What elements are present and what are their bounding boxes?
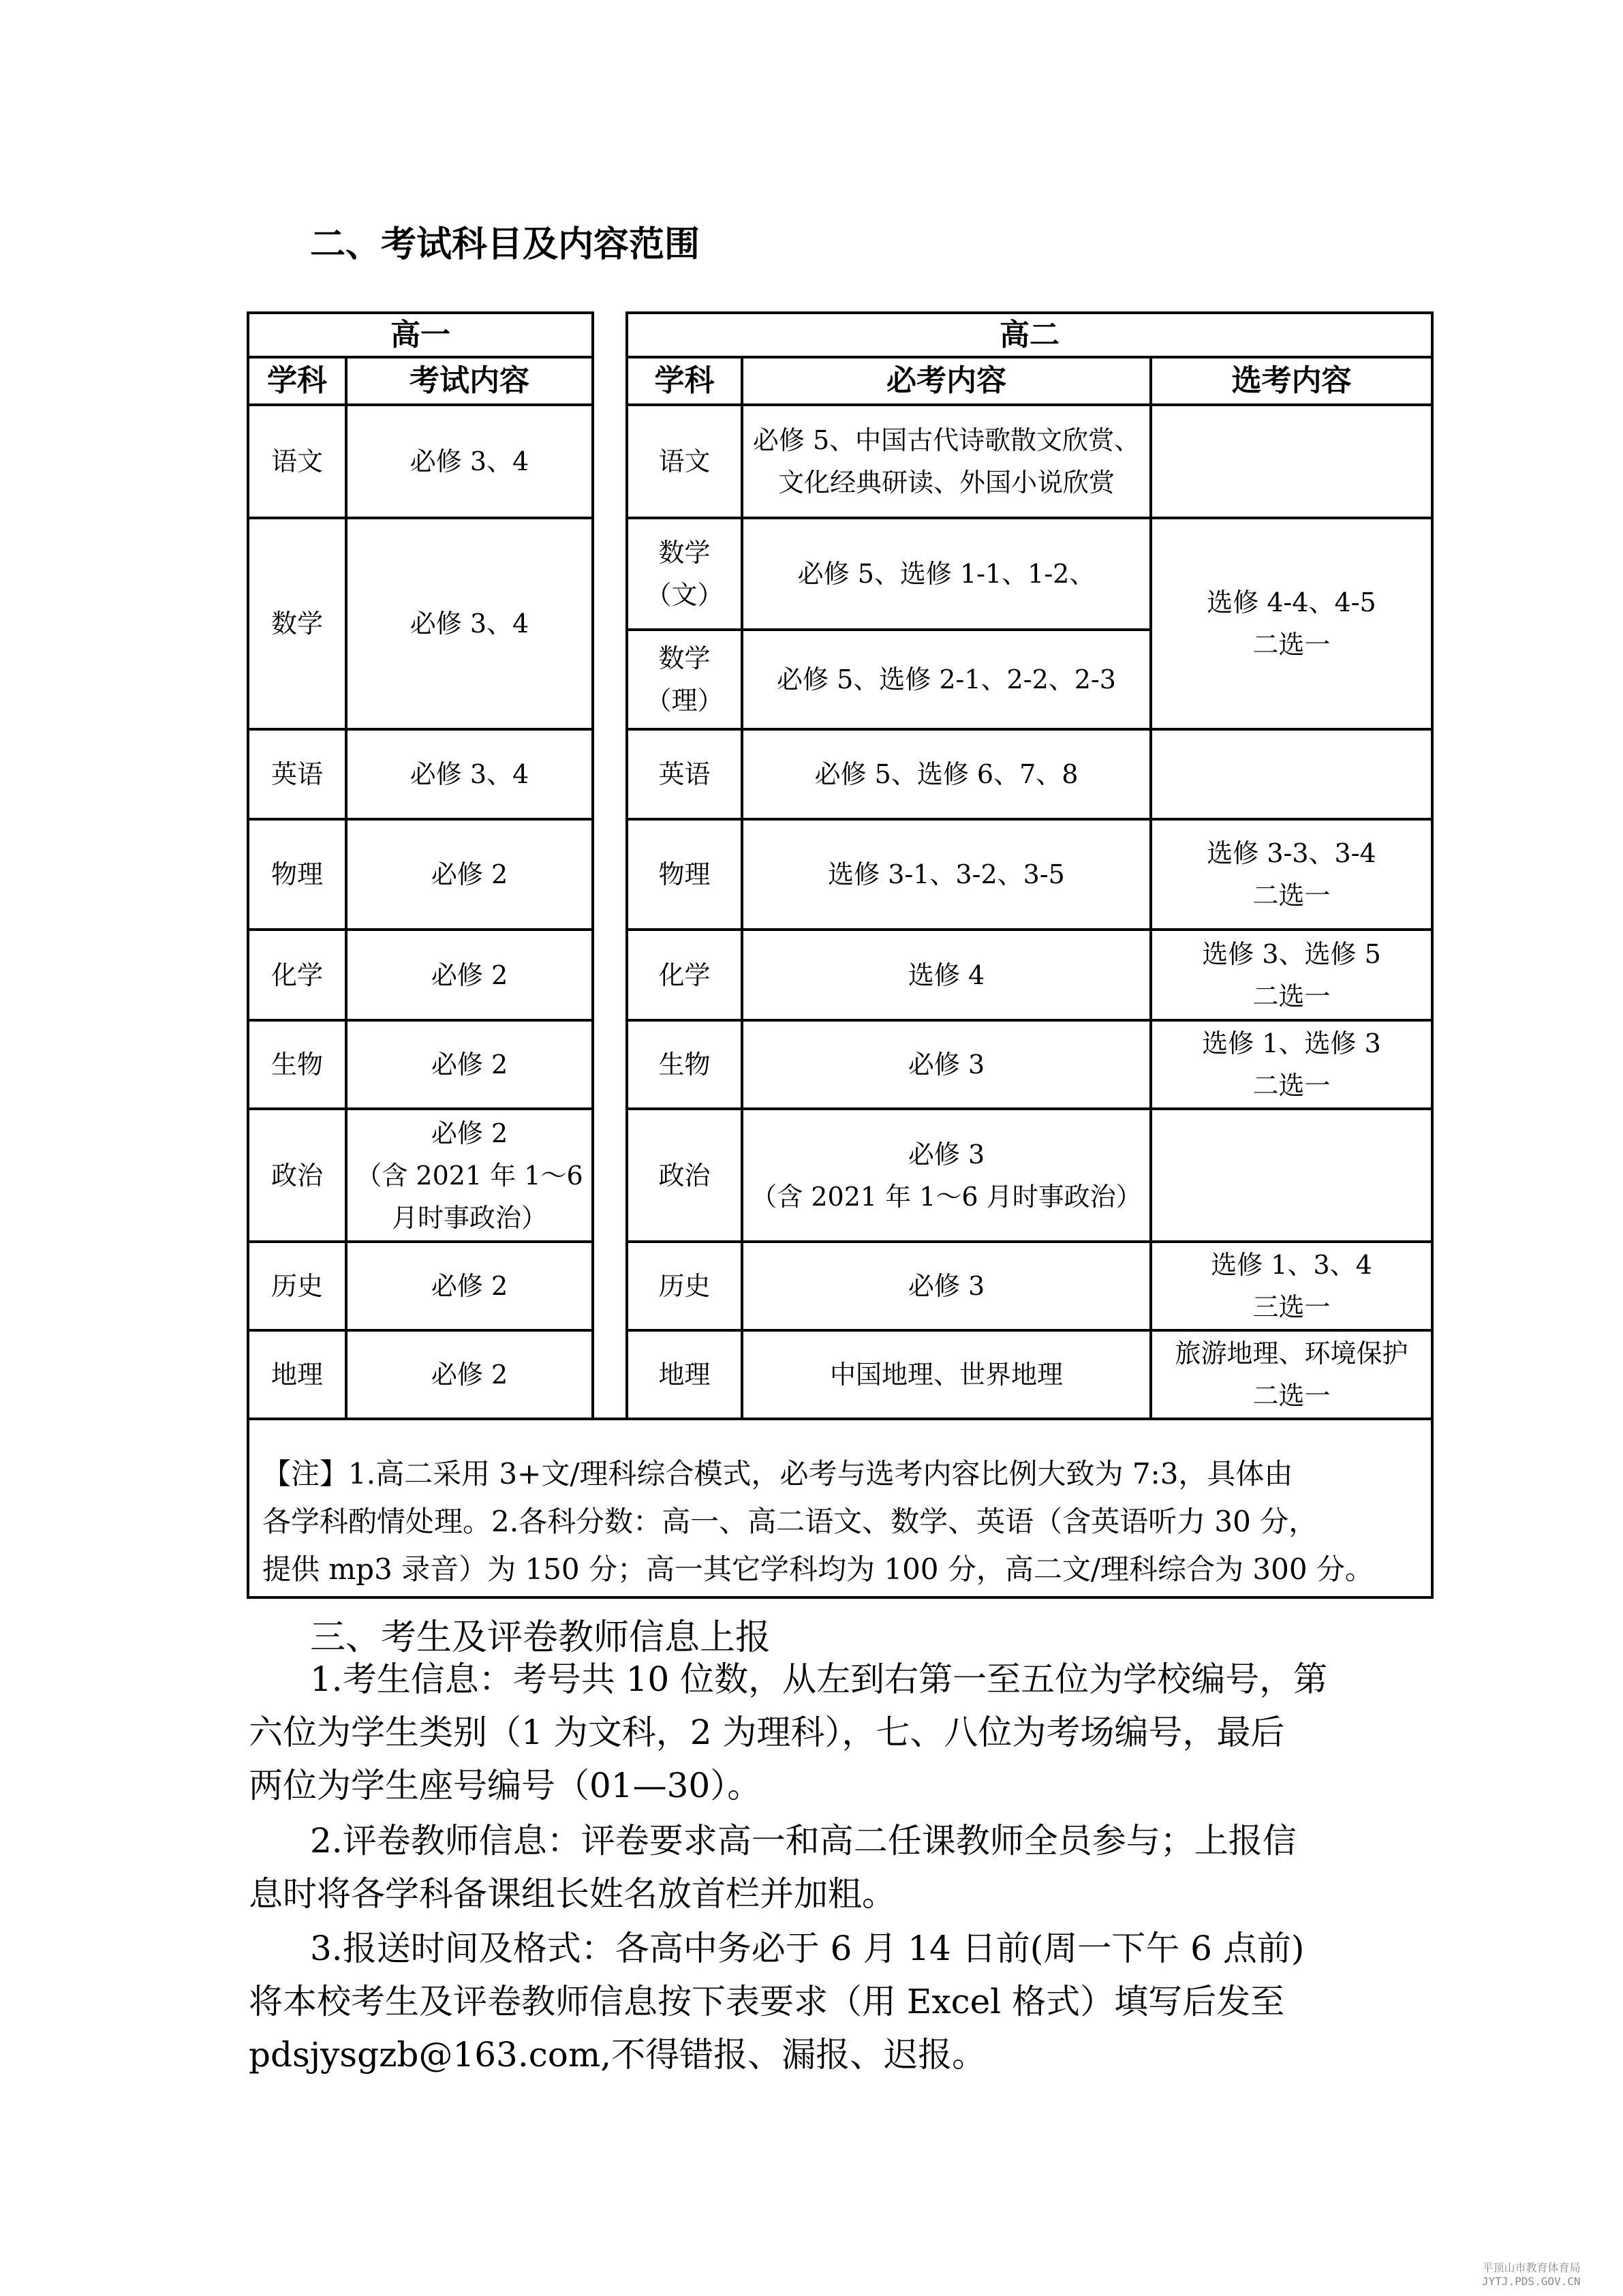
g2-optional-cell: [1152, 931, 1431, 1019]
paragraph-exam-info: [249, 1653, 1327, 1812]
paragraph-submission: [249, 1922, 1304, 2081]
cell-text: 历史: [658, 1271, 711, 1301]
cell-text: 二选一: [1252, 630, 1331, 660]
cell-text: 旅游地理、环境保护: [1175, 1338, 1408, 1368]
cell-text: 政治: [270, 1160, 323, 1191]
g1-content-cell: [347, 519, 591, 728]
g1-content-cell: [347, 1022, 591, 1107]
g1-content-cell: [347, 731, 591, 818]
cell-text: 化学: [270, 960, 323, 990]
table-note: [262, 1450, 1421, 1593]
text-line: 将本校考生及评卷教师信息按下表要求（用 Excel 格式）填写后发至: [249, 1982, 1285, 2021]
cell-text: 必修 5、选修 2-1、2-2、2-3: [777, 664, 1116, 694]
cell-text: 选修 3-3、3-4: [1207, 838, 1376, 868]
cell-text: （含 2021 年 1～6 月时事政治）: [751, 1181, 1142, 1212]
table-line: [247, 1418, 1434, 1420]
g2-optional-cell: [1152, 1332, 1431, 1418]
cell-text: 必修 3: [908, 1050, 985, 1080]
cell-text: 必修 2: [431, 1360, 508, 1390]
cell-text: 二选一: [1252, 881, 1331, 910]
cell-text: 英语: [270, 759, 323, 789]
g2-required-cell: [743, 631, 1149, 728]
cell-text: 语文: [658, 446, 711, 476]
watermark-line1: 平顶山市教育体育局: [1482, 2261, 1581, 2274]
g1-subject-cell: [249, 1243, 345, 1329]
note-line: 【注】1.高二采用 3+文/理科综合模式，必考与选考内容比例大致为 7:3，具体由: [262, 1457, 1293, 1490]
col-g2-subject: 学科: [654, 363, 715, 398]
cell-text: 二选一: [1252, 981, 1331, 1011]
text-line: 两位为学生座号编号（01—30）。: [249, 1766, 762, 1805]
cell-text: 地理: [270, 1360, 323, 1390]
cell-text: （理）: [645, 686, 724, 716]
cell-text: 选修 3、选修 5: [1202, 938, 1381, 969]
g1-subject-cell: [249, 519, 345, 728]
cell-text: 文化经典研读、外国小说欣赏: [777, 468, 1115, 498]
cell-text: 必修 2: [431, 1050, 508, 1080]
cell-text: 月时事政治）: [391, 1202, 547, 1233]
cell-text: 选修 3-1、3-2、3-5: [828, 859, 1065, 889]
cell-text: 二选一: [1252, 1381, 1331, 1411]
cell-text: 必修 5、选修 1-1、1-2、: [797, 559, 1096, 589]
cell-text: 物理: [658, 859, 711, 889]
cell-text: 选修 1、3、4: [1211, 1250, 1372, 1280]
cell-text: 选修 4-4、4-5: [1207, 587, 1376, 617]
note-line: 提供 mp3 录音）为 150 分；高一其它学科均为 100 分，高二文/理科综合为 300 分。: [262, 1552, 1374, 1586]
g1-content-cell: [347, 1110, 591, 1240]
text-line: 2.评卷教师信息：评卷要求高一和高二任课教师全员参与；上报信: [310, 1821, 1297, 1861]
table-line: [247, 1596, 1434, 1599]
g1-subject-cell: [249, 1332, 345, 1418]
g2-subject-cell: [628, 1110, 741, 1240]
g2-subject-cell: [628, 519, 741, 628]
cell-text: （含 2021 年 1～6: [356, 1160, 583, 1191]
g1-content-cell: [347, 931, 591, 1019]
g2-subject-cell: [628, 1243, 741, 1329]
cell-text: （文）: [645, 580, 724, 610]
g2-subject-cell: [628, 931, 741, 1019]
grade2-header: 高二: [1000, 317, 1060, 352]
g1-content-cell: [347, 1243, 591, 1329]
cell-text: 必修 2: [431, 960, 508, 990]
text-line: pdsjysgzb@163.com,不得错报、漏报、迟报。: [249, 2035, 987, 2075]
g2-subject-cell: [628, 1022, 741, 1107]
g2-required-cell: [743, 731, 1149, 818]
cell-text: 二选一: [1252, 1071, 1331, 1101]
note-line: 各学科酌情处理。2.各科分数：高一、高二语文、数学、英语（含英语听力 30 分，: [262, 1505, 1318, 1538]
g1-subject-cell: [249, 406, 345, 517]
g2-subject-cell: [628, 631, 741, 728]
watermark-line2: JYTJ.PDS.GOV.CN: [1482, 2275, 1581, 2288]
cell-text: 必修 2: [431, 1118, 508, 1148]
cell-text: 数学: [658, 538, 711, 568]
col-g1-subject: 学科: [267, 363, 327, 398]
g1-subject-cell: [249, 1022, 345, 1107]
col-g2-optional: 选考内容: [1231, 363, 1352, 398]
g2-subject-cell: [628, 406, 741, 517]
cell-text: 生物: [270, 1050, 323, 1080]
g2-optional-cell: [1152, 821, 1431, 928]
cell-text: 选修 1、选修 3: [1202, 1028, 1381, 1058]
g1-content-cell: [347, 821, 591, 928]
g2-subject-cell: [628, 731, 741, 818]
cell-text: 中国地理、世界地理: [829, 1360, 1063, 1390]
table-line: [1431, 311, 1434, 1599]
g2-optional-cell: [1152, 519, 1431, 728]
cell-text: 语文: [270, 446, 323, 476]
text-line: 1.考生信息：考号共 10 位数，从左到右第一至五位为学校编号，第: [310, 1659, 1328, 1699]
text-line: 3.报送时间及格式：各高中务必于 6 月 14 日前(周一下午 6 点前): [310, 1929, 1305, 1968]
g2-required-cell: [743, 821, 1149, 928]
g2-required-cell: [743, 1332, 1149, 1418]
cell-text: 选修 4: [908, 960, 985, 990]
cell-text: 地理: [658, 1360, 711, 1390]
cell-text: 必修 3、4: [409, 759, 529, 789]
g2-optional-cell: [1152, 1243, 1431, 1329]
g2-required-cell: [743, 931, 1149, 1019]
g1-subject-cell: [249, 821, 345, 928]
cell-text: 物理: [270, 859, 323, 889]
g2-optional-cell: [1152, 1022, 1431, 1107]
cell-text: 必修 3: [908, 1139, 985, 1169]
text-line: 息时将各学科备课组长姓名放首栏并加粗。: [249, 1874, 896, 1914]
g2-required-cell: [743, 519, 1149, 628]
cell-text: 三选一: [1252, 1292, 1331, 1322]
cell-text: 必修 2: [431, 859, 508, 889]
section-2-title: 二、考试科目及内容范围: [310, 224, 700, 265]
grade1-header: 高一: [390, 317, 450, 352]
col-g1-content: 考试内容: [409, 363, 529, 398]
g1-content-cell: [347, 1332, 591, 1418]
watermark: [1482, 2259, 1581, 2288]
table-line: [591, 311, 594, 1420]
cell-text: 数学: [270, 609, 323, 639]
text-line: 六位为学生类别（1 为文科，2 为理科），七、八位为考场编号，最后: [249, 1713, 1285, 1752]
cell-text: 政治: [658, 1160, 711, 1191]
g2-subject-cell: [628, 1332, 741, 1418]
g2-required-cell: [743, 406, 1149, 517]
cell-text: 必修 3: [908, 1271, 985, 1301]
cell-text: 必修 5、中国古代诗歌散文欣赏、: [752, 425, 1141, 455]
col-g2-required: 必考内容: [886, 363, 1006, 398]
g2-required-cell: [743, 1243, 1149, 1329]
cell-text: 历史: [270, 1271, 323, 1301]
g2-required-cell: [743, 1110, 1149, 1240]
cell-text: 必修 5、选修 6、7、8: [814, 759, 1079, 789]
cell-text: 生物: [658, 1050, 711, 1080]
g1-content-cell: [347, 406, 591, 517]
g1-subject-cell: [249, 731, 345, 818]
cell-text: 数学: [658, 643, 711, 673]
g1-subject-cell: [249, 1110, 345, 1240]
g2-required-cell: [743, 1022, 1149, 1107]
cell-text: 英语: [658, 759, 711, 789]
cell-text: 必修 2: [431, 1271, 508, 1301]
g1-subject-cell: [249, 931, 345, 1019]
g2-subject-cell: [628, 821, 741, 928]
section-3-title: 三、考生及评卷教师信息上报: [310, 1617, 771, 1658]
cell-text: 必修 3、4: [409, 446, 529, 476]
cell-text: 化学: [658, 960, 711, 990]
cell-text: 必修 3、4: [409, 609, 529, 639]
paragraph-teacher-info: [249, 1814, 1297, 1920]
